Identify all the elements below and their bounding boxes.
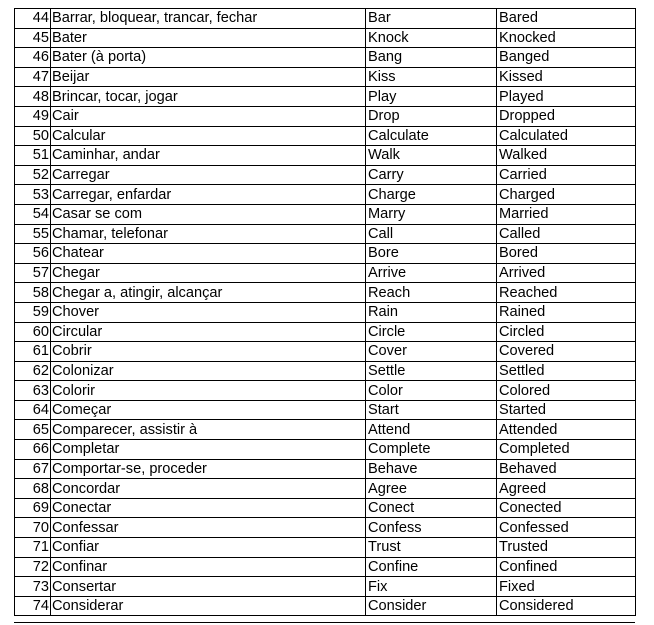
english-base-form: Start bbox=[366, 400, 497, 420]
portuguese-verb: Cobrir bbox=[51, 342, 366, 362]
english-past-form: Kissed bbox=[497, 67, 636, 87]
english-base-form: Consider bbox=[366, 596, 497, 616]
portuguese-verb: Beijar bbox=[51, 67, 366, 87]
portuguese-verb: Carregar, enfardar bbox=[51, 185, 366, 205]
verb-table-container bbox=[14, 8, 635, 616]
row-number: 47 bbox=[15, 67, 51, 87]
english-base-form: Bar bbox=[366, 9, 497, 29]
english-past-form: Walked bbox=[497, 146, 636, 166]
english-past-form: Called bbox=[497, 224, 636, 244]
english-base-form: Kiss bbox=[366, 67, 497, 87]
english-base-form: Trust bbox=[366, 538, 497, 558]
row-number: 60 bbox=[15, 322, 51, 342]
portuguese-verb: Carregar bbox=[51, 165, 366, 185]
english-base-form: Behave bbox=[366, 459, 497, 479]
english-base-form: Agree bbox=[366, 479, 497, 499]
table-row bbox=[15, 48, 636, 68]
english-past-form: Played bbox=[497, 87, 636, 107]
table-row bbox=[15, 440, 636, 460]
english-base-form: Confine bbox=[366, 557, 497, 577]
row-number: 50 bbox=[15, 126, 51, 146]
portuguese-verb: Considerar bbox=[51, 596, 366, 616]
table-row bbox=[15, 361, 636, 381]
table-row bbox=[15, 400, 636, 420]
portuguese-verb: Colorir bbox=[51, 381, 366, 401]
table-row bbox=[15, 263, 636, 283]
table-row bbox=[15, 165, 636, 185]
row-number: 67 bbox=[15, 459, 51, 479]
english-base-form: Play bbox=[366, 87, 497, 107]
portuguese-verb: Caminhar, andar bbox=[51, 146, 366, 166]
portuguese-verb: Colonizar bbox=[51, 361, 366, 381]
portuguese-verb: Calcular bbox=[51, 126, 366, 146]
english-base-form: Reach bbox=[366, 283, 497, 303]
english-past-form: Reached bbox=[497, 283, 636, 303]
portuguese-verb: Brincar, tocar, jogar bbox=[51, 87, 366, 107]
english-past-form: Completed bbox=[497, 440, 636, 460]
table-row bbox=[15, 342, 636, 362]
table-row bbox=[15, 302, 636, 322]
english-base-form: Conect bbox=[366, 498, 497, 518]
portuguese-verb: Começar bbox=[51, 400, 366, 420]
english-past-form: Settled bbox=[497, 361, 636, 381]
row-number: 69 bbox=[15, 498, 51, 518]
row-number: 55 bbox=[15, 224, 51, 244]
english-base-form: Cover bbox=[366, 342, 497, 362]
english-base-form: Knock bbox=[366, 28, 497, 48]
table-row bbox=[15, 381, 636, 401]
table-row bbox=[15, 420, 636, 440]
table-row bbox=[15, 518, 636, 538]
table-row bbox=[15, 67, 636, 87]
english-base-form: Arrive bbox=[366, 263, 497, 283]
english-past-form: Bored bbox=[497, 244, 636, 264]
english-base-form: Fix bbox=[366, 577, 497, 597]
english-base-form: Color bbox=[366, 381, 497, 401]
table-row bbox=[15, 185, 636, 205]
row-number: 68 bbox=[15, 479, 51, 499]
row-number: 65 bbox=[15, 420, 51, 440]
english-past-form: Agreed bbox=[497, 479, 636, 499]
row-number: 70 bbox=[15, 518, 51, 538]
table-row bbox=[15, 577, 636, 597]
table-row bbox=[15, 538, 636, 558]
english-base-form: Confess bbox=[366, 518, 497, 538]
row-number: 58 bbox=[15, 283, 51, 303]
table-row bbox=[15, 126, 636, 146]
english-past-form: Dropped bbox=[497, 106, 636, 126]
row-number: 48 bbox=[15, 87, 51, 107]
portuguese-verb: Casar se com bbox=[51, 204, 366, 224]
row-number: 46 bbox=[15, 48, 51, 68]
row-number: 72 bbox=[15, 557, 51, 577]
english-base-form: Call bbox=[366, 224, 497, 244]
english-base-form: Drop bbox=[366, 106, 497, 126]
row-number: 56 bbox=[15, 244, 51, 264]
english-base-form: Carry bbox=[366, 165, 497, 185]
row-number: 74 bbox=[15, 596, 51, 616]
row-number: 73 bbox=[15, 577, 51, 597]
english-past-form: Circled bbox=[497, 322, 636, 342]
english-base-form: Attend bbox=[366, 420, 497, 440]
english-past-form: Arrived bbox=[497, 263, 636, 283]
english-base-form: Settle bbox=[366, 361, 497, 381]
table-row bbox=[15, 106, 636, 126]
english-base-form: Circle bbox=[366, 322, 497, 342]
table-row bbox=[15, 283, 636, 303]
table-row bbox=[15, 9, 636, 29]
row-number: 64 bbox=[15, 400, 51, 420]
portuguese-verb: Chamar, telefonar bbox=[51, 224, 366, 244]
english-base-form: Bang bbox=[366, 48, 497, 68]
portuguese-verb: Conectar bbox=[51, 498, 366, 518]
row-number: 71 bbox=[15, 538, 51, 558]
portuguese-verb: Chover bbox=[51, 302, 366, 322]
portuguese-verb: Chegar a, atingir, alcançar bbox=[51, 283, 366, 303]
english-past-form: Confessed bbox=[497, 518, 636, 538]
english-past-form: Attended bbox=[497, 420, 636, 440]
english-past-form: Confined bbox=[497, 557, 636, 577]
english-past-form: Banged bbox=[497, 48, 636, 68]
english-past-form: Trusted bbox=[497, 538, 636, 558]
verb-table-body bbox=[15, 9, 636, 616]
portuguese-verb: Bater bbox=[51, 28, 366, 48]
english-past-form: Carried bbox=[497, 165, 636, 185]
portuguese-verb: Bater (à porta) bbox=[51, 48, 366, 68]
row-number: 44 bbox=[15, 9, 51, 29]
portuguese-verb: Consertar bbox=[51, 577, 366, 597]
portuguese-verb: Barrar, bloquear, trancar, fechar bbox=[51, 9, 366, 29]
row-number: 49 bbox=[15, 106, 51, 126]
english-past-form: Calculated bbox=[497, 126, 636, 146]
row-number: 54 bbox=[15, 204, 51, 224]
portuguese-verb: Comportar-se, proceder bbox=[51, 459, 366, 479]
portuguese-verb: Completar bbox=[51, 440, 366, 460]
table-row bbox=[15, 28, 636, 48]
portuguese-verb: Confessar bbox=[51, 518, 366, 538]
row-number: 52 bbox=[15, 165, 51, 185]
table-row bbox=[15, 498, 636, 518]
portuguese-verb: Confinar bbox=[51, 557, 366, 577]
portuguese-verb: Cair bbox=[51, 106, 366, 126]
row-number: 57 bbox=[15, 263, 51, 283]
english-past-form: Rained bbox=[497, 302, 636, 322]
english-past-form: Started bbox=[497, 400, 636, 420]
row-number: 62 bbox=[15, 361, 51, 381]
english-past-form: Covered bbox=[497, 342, 636, 362]
english-base-form: Charge bbox=[366, 185, 497, 205]
row-number: 53 bbox=[15, 185, 51, 205]
table-row bbox=[15, 244, 636, 264]
portuguese-verb: Concordar bbox=[51, 479, 366, 499]
row-number: 66 bbox=[15, 440, 51, 460]
english-past-form: Behaved bbox=[497, 459, 636, 479]
english-past-form: Married bbox=[497, 204, 636, 224]
table-row bbox=[15, 146, 636, 166]
row-number: 45 bbox=[15, 28, 51, 48]
portuguese-verb: Comparecer, assistir à bbox=[51, 420, 366, 440]
row-number: 61 bbox=[15, 342, 51, 362]
table-row bbox=[15, 479, 636, 499]
portuguese-verb: Confiar bbox=[51, 538, 366, 558]
row-number: 59 bbox=[15, 302, 51, 322]
table-row bbox=[15, 204, 636, 224]
english-base-form: Bore bbox=[366, 244, 497, 264]
english-base-form: Walk bbox=[366, 146, 497, 166]
row-number: 63 bbox=[15, 381, 51, 401]
english-past-form: Considered bbox=[497, 596, 636, 616]
portuguese-verb: Chatear bbox=[51, 244, 366, 264]
row-number: 51 bbox=[15, 146, 51, 166]
table-row bbox=[15, 322, 636, 342]
verb-table bbox=[14, 8, 636, 616]
table-row bbox=[15, 459, 636, 479]
english-past-form: Fixed bbox=[497, 577, 636, 597]
portuguese-verb: Circular bbox=[51, 322, 366, 342]
english-past-form: Colored bbox=[497, 381, 636, 401]
english-base-form: Complete bbox=[366, 440, 497, 460]
portuguese-verb: Chegar bbox=[51, 263, 366, 283]
english-past-form: Charged bbox=[497, 185, 636, 205]
table-row bbox=[15, 224, 636, 244]
table-row bbox=[15, 596, 636, 616]
table-row bbox=[15, 557, 636, 577]
english-base-form: Marry bbox=[366, 204, 497, 224]
english-past-form: Bared bbox=[497, 9, 636, 29]
table-row bbox=[15, 87, 636, 107]
english-past-form: Conected bbox=[497, 498, 636, 518]
english-base-form: Calculate bbox=[366, 126, 497, 146]
english-past-form: Knocked bbox=[497, 28, 636, 48]
english-base-form: Rain bbox=[366, 302, 497, 322]
